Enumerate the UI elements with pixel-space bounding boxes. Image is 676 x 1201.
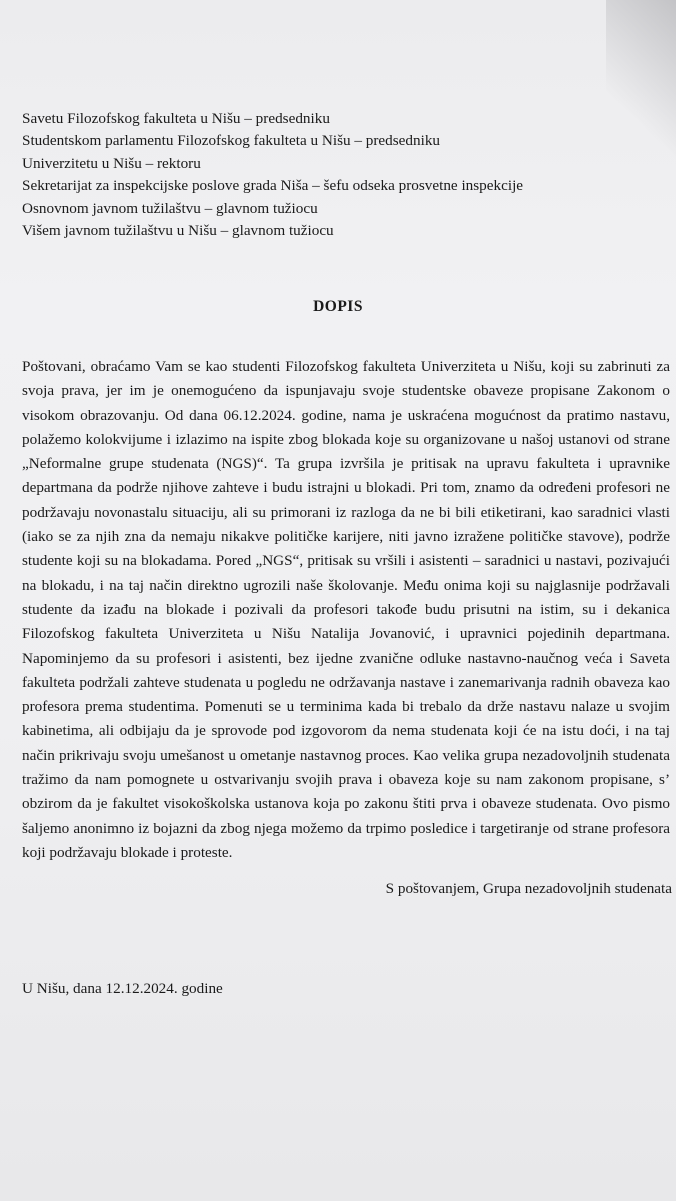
recipient-line: Sekretarijat za inspekcijske poslove grada Niša – šefu odseka prosvetne inspekcije [22,177,524,195]
letter-body: Poštovani, obraćamo Vam se kao studenti Filozofskog fakulteta Univerziteta u Nišu, koji su zabrinuti za svoja prava, jer im je onemogućeno da ispunjavaju svoje studentske obaveze propisane Zakonom o visokom obrazovanju. Od dana 06.12.2024. godine, nama je uskraćena mogućnost da pratimo nastavu, polažemo kolokvijume i izlazimo na ispite zbog blokada koje su organizovane u našoj ustanovi od strane „Neformalne grupe studenata (NGS)“. Ta grupa izvršila je pritisak na upravu fakulteta i upravnike departmana da podrže njihove zahteve i budu istrajni u blokadi. Pri tom, znamo da određeni profesori ne podržavaju novonastalu situaciju, ali su primorani iz razloga da ne bi bili etiketirani, kao saradnici vlasti (iako se za njih zna da nemaju nikakve političke karijere, niti javno izražene političke stavove), podrže studente koji su na blokadama. Pored „NGS“, pritisak su vršili i asistenti – saradnici u nastavi, pozivajući na blokadu, i na taj način direktno ugrozili naše školovanje. Među onima koji su najglasnije podržavali studente da izađu na blokade i pozivali da profesori takođe budu prisutni na istim, su i dekanica Filozofskog fakulteta Univerziteta u Nišu Natalija Jovanović, i upravnici pojedinih departmana. Napominjemo da su profesori i asistenti, bez ijedne zvanične odluke nastavno-naučnog veća i Saveta fakulteta podržali zahteve studenata u pogledu ne održavanja nastave i zanemarivanja radnih obaveza kao profesora prema studentima. Pomenuti se u terminima kada bi trebalo da drže nastavu nalaze u svojim kabinetima, ali odbijaju da je sprovode pod izgovorom da nema studenata koji će na istu doći, i na taj način prikrivaju svoju umešanost u ometanje nastavnog proces. Kao velika grupa nezadovoljnih studenata tražimo da nam pomognete u ostvarivanju svojih prava i obaveza koje su nam zakonom propisane, s’ obzirom da je fakultet visokoškolska ustanova koja po zakonu štiti prva i obaveze studenata. Ovo pismo šaljemo anonimno iz bojazni da zbog njega možemo da trpimo posledice i targetiranje od strane profesora koji podržavaju blokade i proteste. [22,358,670,861]
recipient-line: Univerzitetu u Nišu – rektoru [22,154,201,172]
letter-closing: S poštovanjem, Grupa nezadovoljnih studenata [385,880,672,897]
recipient-list [22,108,523,242]
letter-date: U Nišu, dana 12.12.2024. godine [22,980,223,997]
page-shadow [606,0,676,160]
recipient-line: Savetu Filozofskog fakulteta u Nišu – predsedniku [22,110,330,127]
recipient-line: Osnovnom javnom tužilaštvu – glavnom tužiocu [22,199,318,217]
recipient-line: Višem javnom tužilaštvu u Nišu – glavnom tužiocu [22,222,334,240]
document-title: DOPIS [313,298,363,315]
recipient-line: Studentskom parlamentu Filozofskog fakulteta u Nišu – predsedniku [22,132,441,150]
